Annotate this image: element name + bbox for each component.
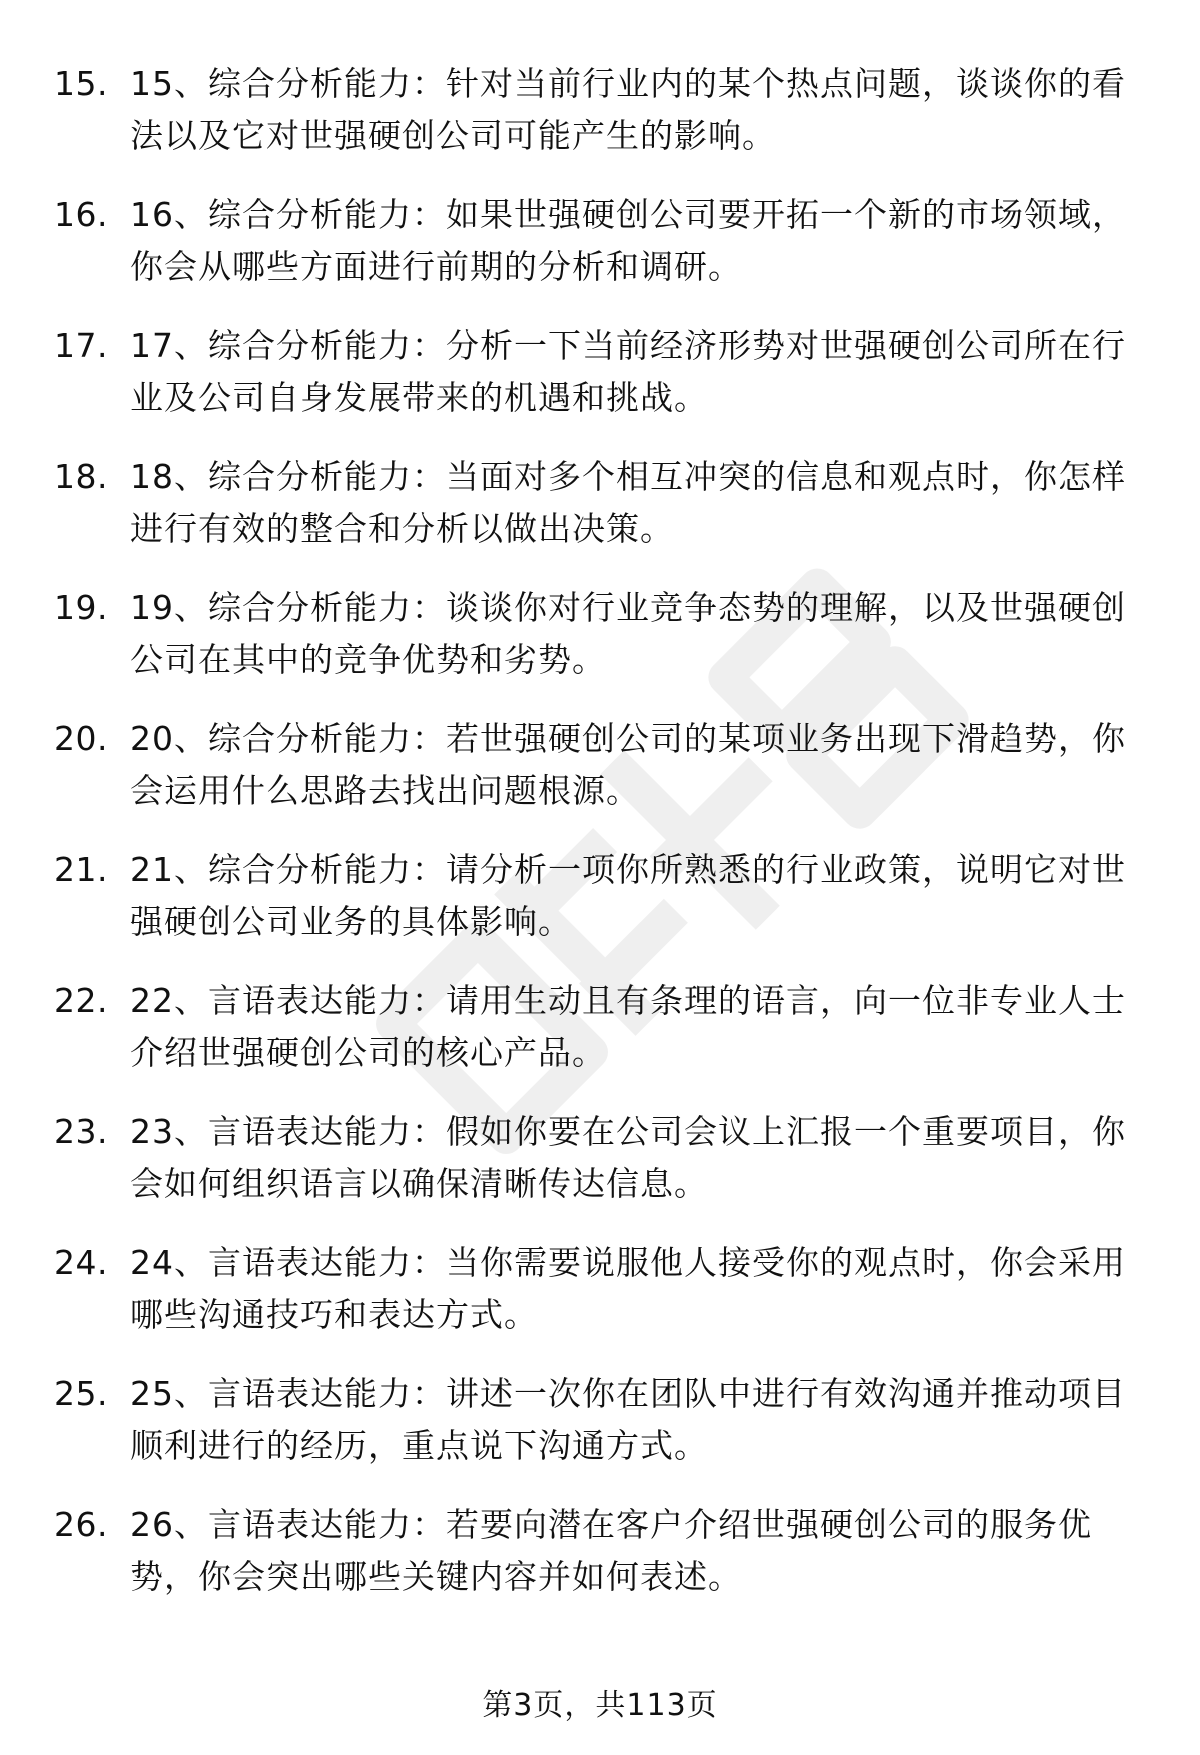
list-item <box>0 1499 1200 1630</box>
list-item <box>0 713 1200 844</box>
question-text: 22、言语表达能力：请用生动且有条理的语言，向一位非专业人士介绍世强硬创公司的核心产品。 <box>130 981 1126 1072</box>
question-list <box>0 58 1200 1630</box>
list-item <box>0 975 1200 1106</box>
list-item <box>0 1106 1200 1237</box>
question-text: 25、言语表达能力：讲述一次你在团队中进行有效沟通并推动项目顺利进行的经历，重点说下沟通方式。 <box>130 1374 1126 1465</box>
list-item <box>0 1368 1200 1499</box>
list-item <box>0 844 1200 975</box>
question-text: 19、综合分析能力：谈谈你对行业竞争态势的理解，以及世强硬创公司在其中的竞争优势和劣势。 <box>130 588 1126 679</box>
question-text: 15、综合分析能力：针对当前行业内的某个热点问题，谈谈你的看法以及它对世强硬创公司可能产生的影响。 <box>130 64 1126 155</box>
question-number: 16. <box>54 195 108 234</box>
question-text: 24、言语表达能力：当你需要说服他人接受你的观点时，你会采用哪些沟通技巧和表达方式。 <box>130 1243 1126 1334</box>
question-text: 26、言语表达能力：若要向潜在客户介绍世强硬创公司的服务优势，你会突出哪些关键内容并如何表述。 <box>130 1505 1092 1596</box>
question-number: 19. <box>54 588 108 627</box>
question-number: 21. <box>54 850 108 889</box>
question-number: 24. <box>54 1243 108 1282</box>
question-number: 25. <box>54 1374 108 1413</box>
question-number: 18. <box>54 457 108 496</box>
question-text: 17、综合分析能力：分析一下当前经济形势对世强硬创公司所在行业及公司自身发展带来的机遇和挑战。 <box>130 326 1126 417</box>
question-text: 21、综合分析能力：请分析一项你所熟悉的行业政策，说明它对世强硬创公司业务的具体影响。 <box>130 850 1126 941</box>
question-number: 20. <box>54 719 108 758</box>
question-text: 23、言语表达能力：假如你要在公司会议上汇报一个重要项目，你会如何组织语言以确保清晰传达信息。 <box>130 1112 1126 1203</box>
question-number: 22. <box>54 981 108 1020</box>
list-item <box>0 451 1200 582</box>
page-number-footer: 第3页，共113页 <box>482 1688 718 1723</box>
list-item <box>0 189 1200 320</box>
question-number: 23. <box>54 1112 108 1151</box>
question-text: 18、综合分析能力：当面对多个相互冲突的信息和观点时，你怎样进行有效的整合和分析以做出决策。 <box>130 457 1126 548</box>
question-number: 26. <box>54 1505 108 1544</box>
question-text: 20、综合分析能力：若世强硬创公司的某项业务出现下滑趋势，你会运用什么思路去找出问题根源。 <box>130 719 1126 810</box>
list-item <box>0 58 1200 189</box>
list-item <box>0 320 1200 451</box>
question-number: 15. <box>54 64 108 103</box>
question-number: 17. <box>54 326 108 365</box>
question-text: 16、综合分析能力：如果世强硬创公司要开拓一个新的市场领域，你会从哪些方面进行前期的分析和调研。 <box>130 195 1126 286</box>
list-item <box>0 582 1200 713</box>
list-item <box>0 1237 1200 1368</box>
